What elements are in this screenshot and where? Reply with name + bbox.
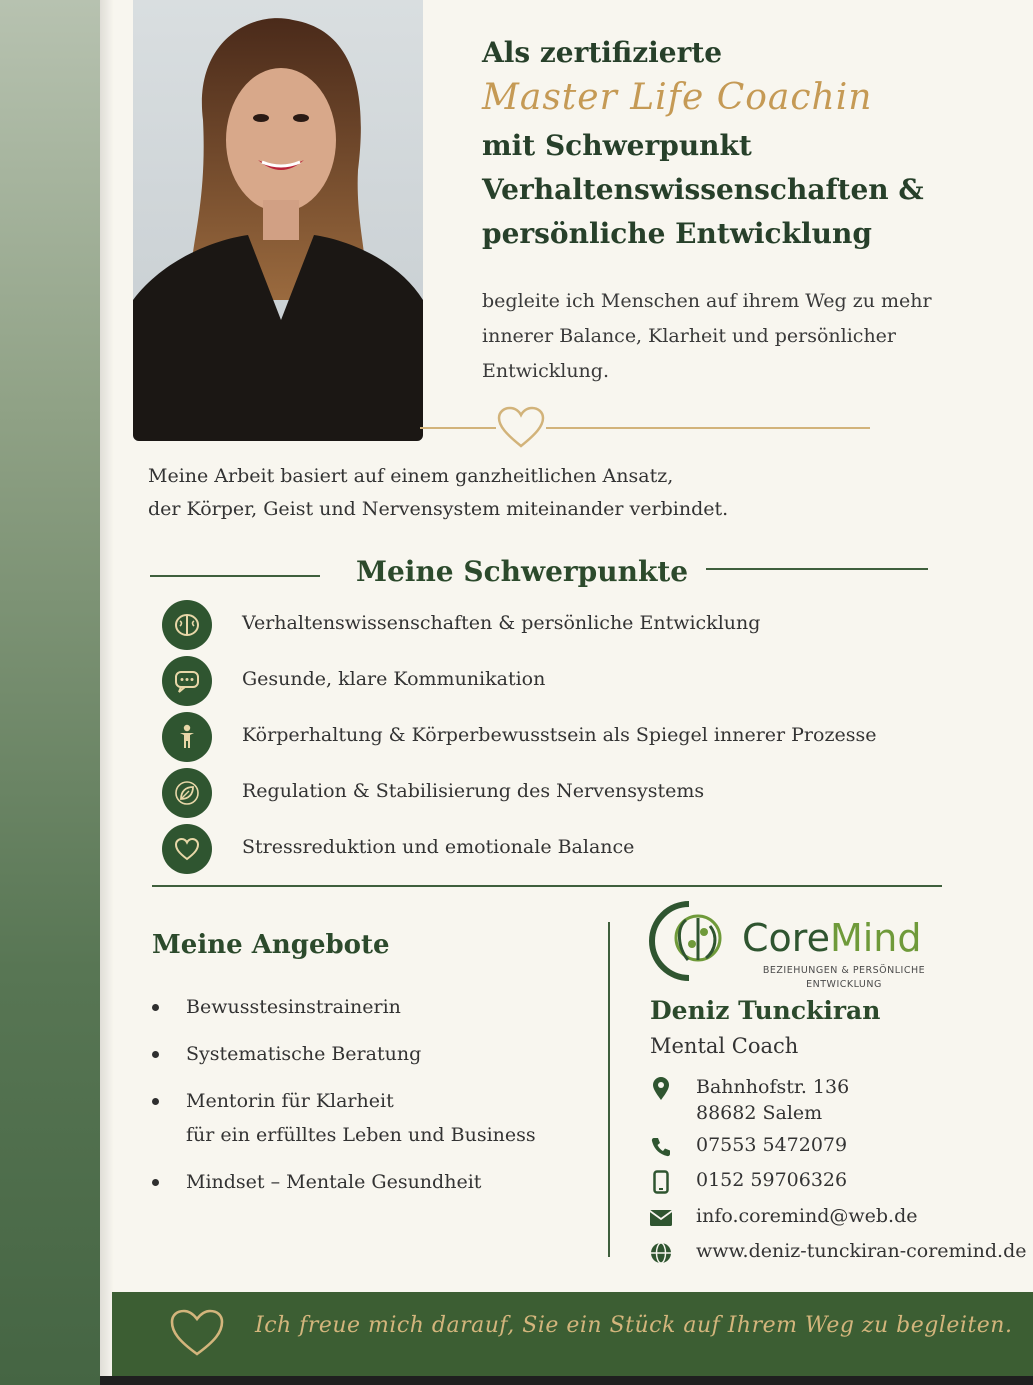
mobile-phone-icon: [648, 1169, 674, 1195]
headline-script: Master Life Coachin: [482, 77, 873, 118]
list-item: [162, 600, 942, 654]
divider: [150, 575, 320, 577]
headline-line: mit Schwerpunkt Verhaltenswissenschaften & persönliche Entwicklung: [482, 129, 924, 250]
focus-label: Stressreduktion und emotionale Balance: [242, 836, 635, 858]
list-item: Mindset – Mentale Gesundheit: [152, 1165, 592, 1199]
brand-name: CoreMind: [742, 916, 922, 960]
brain-icon: [162, 600, 212, 650]
focus-label: Regulation & Stabilisierung des Nervensystems: [242, 780, 705, 802]
phone-number[interactable]: 07553 5472079: [696, 1134, 848, 1156]
bullet-icon: [152, 1098, 159, 1105]
person-icon: [162, 712, 212, 762]
list-item: Systematische Beratung: [152, 1037, 592, 1071]
divider: [152, 885, 942, 887]
coremind-logo: [646, 898, 946, 988]
brand-tagline: BEZIEHUNGEN & PERSÖNLICHE ENTWICKLUNG: [762, 965, 926, 990]
offers-title: Meine Angebote: [152, 930, 390, 960]
bullet-icon: [152, 1004, 159, 1011]
list-item: [162, 768, 942, 822]
page-shadow: [100, 0, 114, 1385]
section-title: Meine Schwerpunkte: [356, 555, 689, 588]
list-item: [162, 824, 942, 878]
bullet-icon: [152, 1179, 159, 1186]
location-pin-icon: [648, 1076, 674, 1102]
heart-icon: [496, 406, 546, 450]
list-item: Mentorin für Klarheit für ein erfülltes Leben und Business: [152, 1084, 592, 1152]
mobile-number[interactable]: 0152 59706326: [696, 1169, 848, 1191]
logo-mark-icon: [646, 898, 732, 984]
address-line: Bahnhofstr. 136: [696, 1076, 850, 1098]
offers-list: [152, 990, 592, 1212]
focus-label: Gesunde, klare Kommunikation: [242, 668, 546, 690]
address-line: 88682 Salem: [696, 1102, 823, 1124]
focus-label: Körperhaltung & Körperbewusstsein als Spiegel innerer Prozesse: [242, 724, 877, 746]
heart-icon: [162, 824, 212, 874]
divider: [420, 427, 870, 429]
list-item: [162, 712, 942, 766]
divider: [706, 568, 928, 570]
list-item: [162, 656, 942, 710]
heart-icon: [168, 1308, 226, 1358]
headline-line: Als zertifizierte: [482, 36, 723, 69]
contact-name: Deniz Tunckiran: [650, 996, 881, 1025]
website-link[interactable]: www.deniz-tunckiran-coremind.de: [696, 1240, 1027, 1262]
column-divider: [608, 922, 610, 1257]
footer-slogan: Ich freue mich darauf, Sie ein Stück auf Ihrem Weg zu begleiten.: [255, 1313, 1013, 1338]
mail-icon: [648, 1205, 674, 1231]
coach-portrait-photo: [133, 0, 423, 441]
leaf-icon: [162, 768, 212, 818]
approach-text: Meine Arbeit basiert auf einem ganzheitlichen Ansatz, der Körper, Geist und Nervensystem miteinander verbindet.: [148, 465, 729, 520]
contact-role: Mental Coach: [650, 1034, 799, 1058]
bottom-edge: [100, 1376, 1033, 1385]
focus-label: Verhaltenswissenschaften & persönliche Entwicklung: [242, 612, 761, 634]
intro-text: begleite ich Menschen auf ihrem Weg zu mehr innerer Balance, Klarheit und persönlicher Entwicklung.: [482, 290, 932, 382]
globe-icon: [648, 1240, 674, 1266]
headline-block: [482, 36, 1002, 256]
email-link[interactable]: info.coremind@web.de: [696, 1205, 918, 1227]
side-background: [0, 0, 100, 1385]
chat-icon: [162, 656, 212, 706]
list-item: Bewusstesinstrainerin: [152, 990, 592, 1024]
bullet-icon: [152, 1051, 159, 1058]
phone-icon: [648, 1134, 674, 1160]
